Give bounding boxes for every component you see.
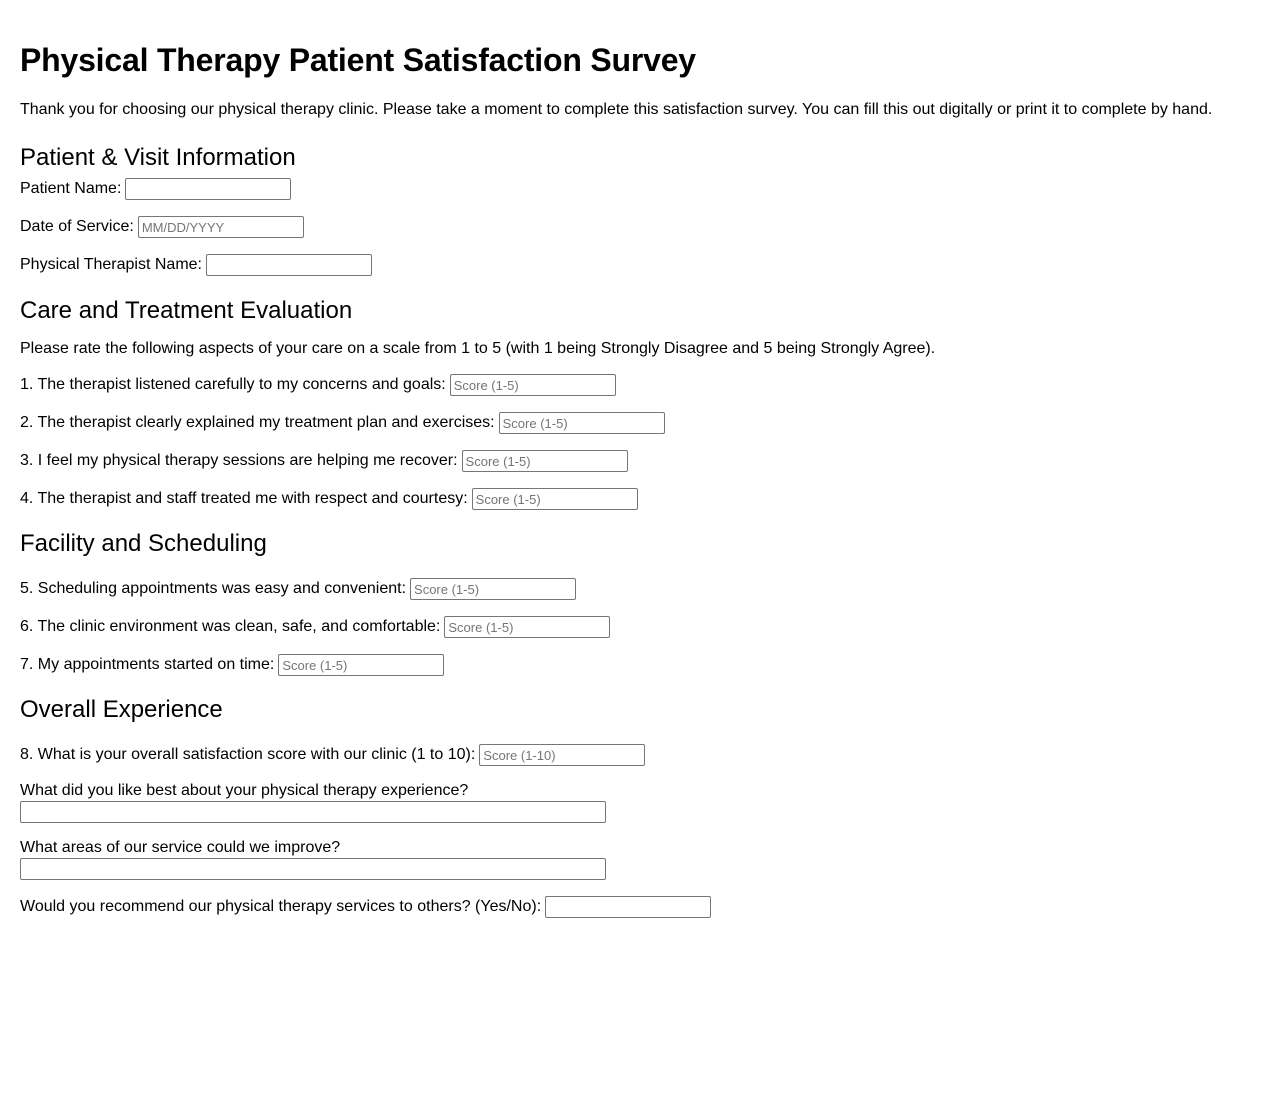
recommend-row xyxy=(20,896,1242,918)
care-question-row xyxy=(20,412,1242,434)
overall-score-row xyxy=(20,744,1242,766)
section-heading-overall: Overall Experience xyxy=(20,696,223,723)
care-question-label: 3. I feel my physical therapy sessions are helping me recover: xyxy=(20,452,458,469)
care-score-input-1[interactable] xyxy=(450,374,616,396)
liked-best-block xyxy=(20,781,1242,823)
overall-score-input[interactable] xyxy=(479,744,645,766)
therapist-name-label: Physical Therapist Name: xyxy=(20,256,202,273)
patient-name-input[interactable] xyxy=(125,178,291,200)
overall-score-label: 8. What is your overall satisfaction score with our clinic (1 to 10): xyxy=(20,746,476,763)
rating-instructions: Please rate the following aspects of your care on a scale from 1 to 5 (with 1 being Strongly Disagree and 5 being Strongly Agree). xyxy=(20,340,936,357)
facility-question-label: 5. Scheduling appointments was easy and convenient: xyxy=(20,580,407,597)
care-question-row xyxy=(20,374,1242,396)
care-score-input-2[interactable] xyxy=(499,412,665,434)
care-question-label: 2. The therapist clearly explained my treatment plan and exercises: xyxy=(20,414,495,431)
facility-question-row xyxy=(20,616,1242,638)
facility-score-input-7[interactable] xyxy=(278,654,444,676)
care-question-label: 4. The therapist and staff treated me with respect and courtesy: xyxy=(20,490,468,507)
improve-input[interactable] xyxy=(20,858,606,880)
recommend-label: Would you recommend our physical therapy services to others? (Yes/No): xyxy=(20,898,542,915)
care-score-input-4[interactable] xyxy=(472,488,638,510)
care-score-input-3[interactable] xyxy=(462,450,628,472)
section-heading-facility: Facility and Scheduling xyxy=(20,530,267,557)
care-question-row xyxy=(20,488,1242,510)
improve-block xyxy=(20,838,1242,880)
date-of-service-input[interactable] xyxy=(138,216,304,238)
intro-text: Thank you for choosing our physical therapy clinic. Please take a moment to complete this satisfaction survey. You can fill this out digitally or print it to complete by hand. xyxy=(20,101,1213,118)
facility-score-input-6[interactable] xyxy=(444,616,610,638)
patient-name-label: Patient Name: xyxy=(20,180,122,197)
liked-best-input[interactable] xyxy=(20,801,606,823)
improve-label: What areas of our service could we improve? xyxy=(20,839,341,856)
section-heading-patient-info: Patient & Visit Information xyxy=(20,144,296,171)
recommend-input[interactable] xyxy=(545,896,711,918)
liked-best-label: What did you like best about your physical therapy experience? xyxy=(20,782,469,799)
therapist-name-row xyxy=(20,254,1242,276)
patient-name-row xyxy=(20,178,1242,200)
date-of-service-label: Date of Service: xyxy=(20,218,134,235)
page-title: Physical Therapy Patient Satisfaction Survey xyxy=(20,42,696,78)
therapist-name-input[interactable] xyxy=(206,254,372,276)
care-question-row xyxy=(20,450,1242,472)
date-of-service-row xyxy=(20,216,1242,238)
facility-question-label: 6. The clinic environment was clean, safe, and comfortable: xyxy=(20,618,441,635)
care-question-label: 1. The therapist listened carefully to my concerns and goals: xyxy=(20,376,446,393)
facility-score-input-5[interactable] xyxy=(410,578,576,600)
facility-question-label: 7. My appointments started on time: xyxy=(20,656,275,673)
facility-question-row xyxy=(20,578,1242,600)
section-heading-care: Care and Treatment Evaluation xyxy=(20,297,353,324)
facility-question-row xyxy=(20,654,1242,676)
